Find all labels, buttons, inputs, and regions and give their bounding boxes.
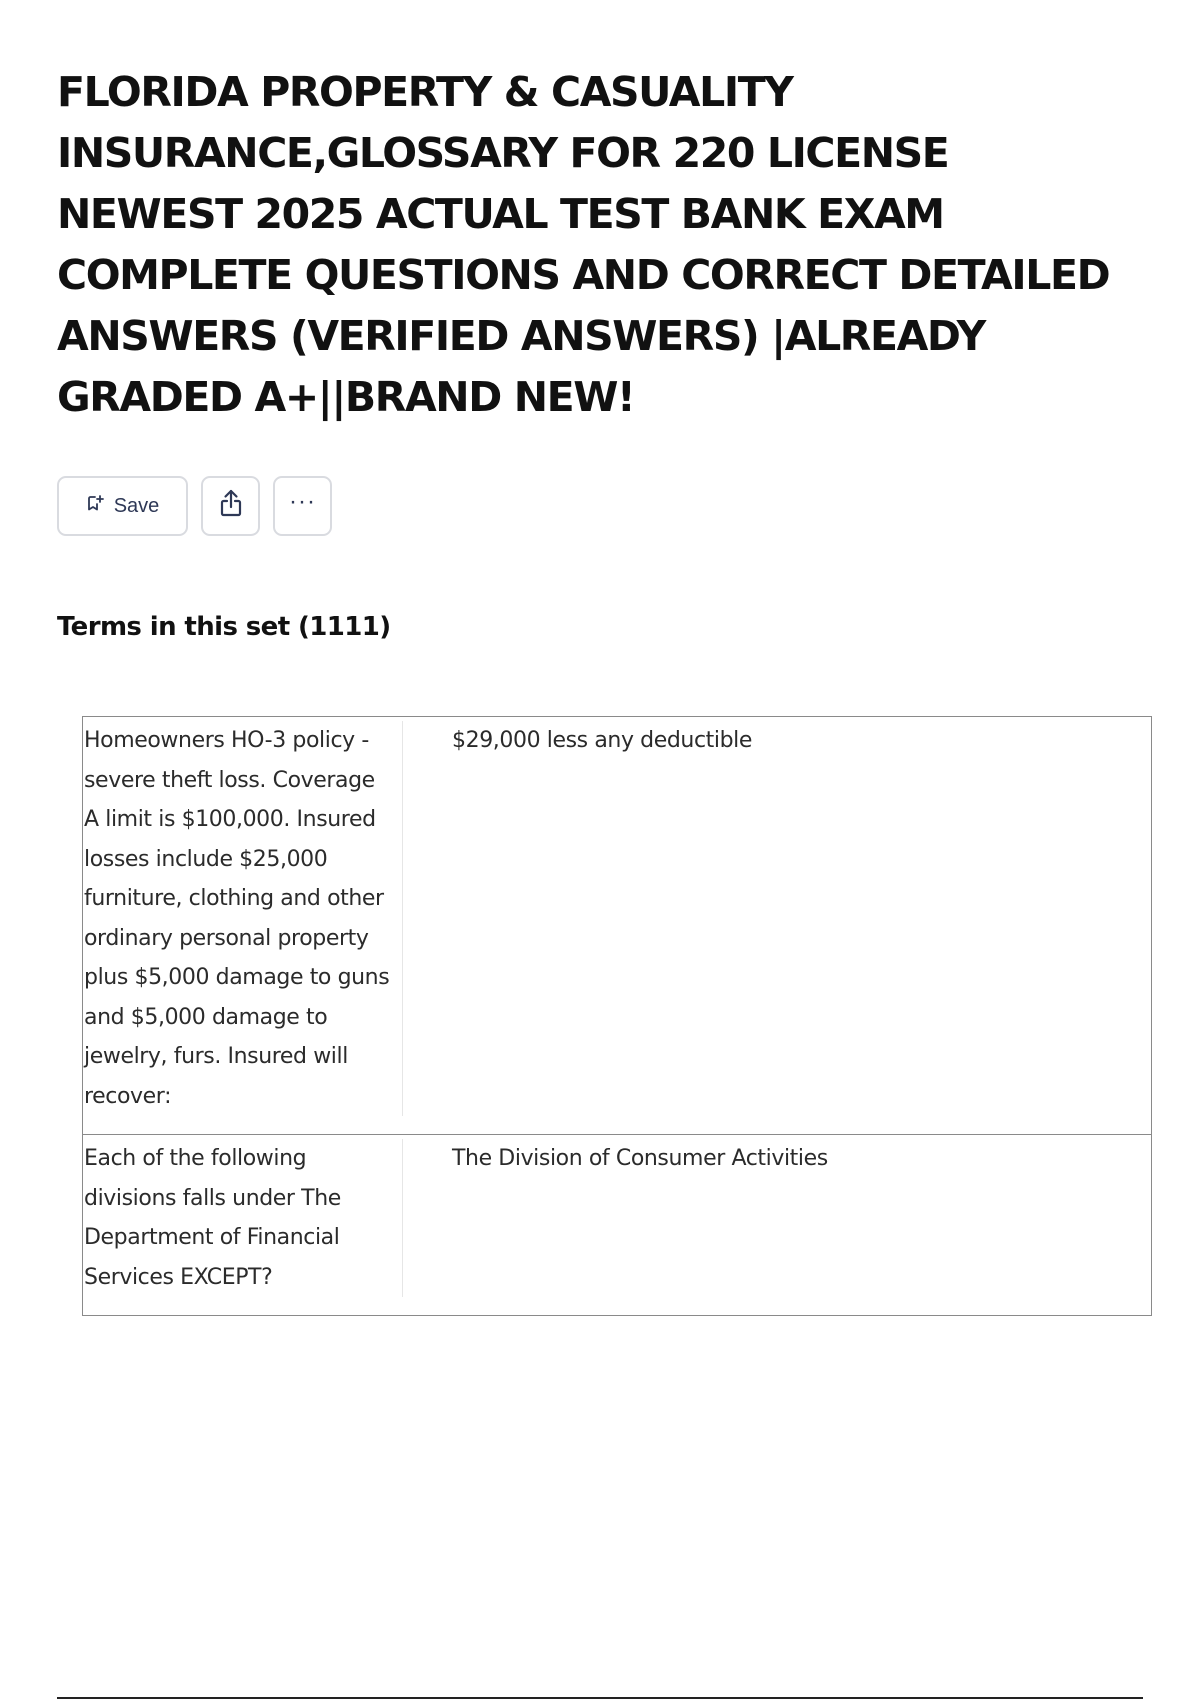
term-text: Each of the following divisions falls under The Department of Financial Services EXCEPT? xyxy=(83,1139,403,1297)
terms-table xyxy=(82,716,1152,1316)
term-text: Homeowners HO-3 policy - severe theft loss. Coverage A limit is $100,000. Insured losses include $25,000 furniture, clothing and other ordinary personal property plus $5,000 damage to guns and $5,000 damage to jewelry, furs. Insured will recover: xyxy=(83,721,403,1116)
save-button[interactable] xyxy=(57,476,188,536)
page-title: FLORIDA PROPERTY & CASUALITY INSURANCE,GLOSSARY FOR 220 LICENSE NEWEST 2025 ACTUAL TEST BANK EXAM COMPLETE QUESTIONS AND CORRECT DETAILED ANSWERS (VERIFIED ANSWERS) |ALREADY GRADED A+||BRAND NEW! xyxy=(57,68,1110,421)
term-row xyxy=(83,1135,1151,1315)
more-icon: ··· xyxy=(289,488,316,515)
save-button-label: Save xyxy=(113,494,160,517)
definition-text: $29,000 less any deductible xyxy=(452,728,753,753)
bookmark-add-icon xyxy=(86,494,104,518)
term-row xyxy=(83,717,1151,1135)
more-options-button[interactable] xyxy=(273,476,332,536)
action-toolbar xyxy=(57,476,332,536)
footer-divider xyxy=(57,1697,1143,1699)
terms-heading: Terms in this set (1111) xyxy=(57,612,391,642)
share-icon xyxy=(217,488,245,524)
share-button[interactable] xyxy=(201,476,260,536)
definition-text: The Division of Consumer Activities xyxy=(452,1146,828,1171)
